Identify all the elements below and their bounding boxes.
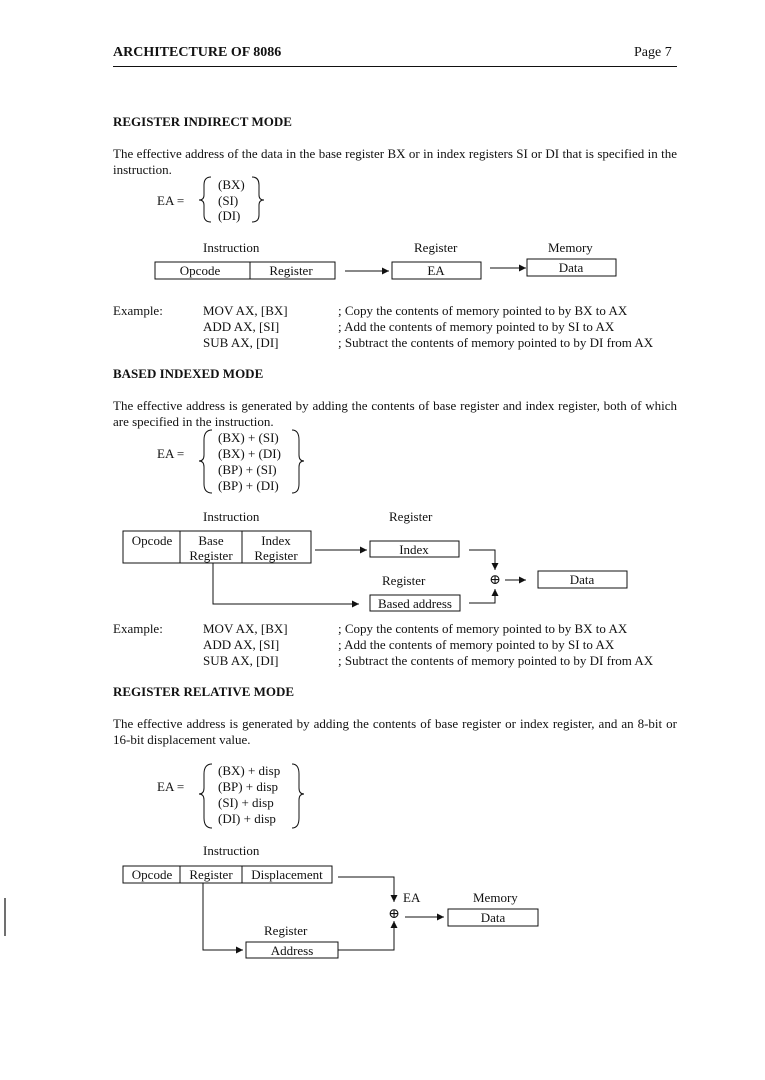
section-heading-register-relative: REGISTER RELATIVE MODE: [113, 684, 295, 699]
example-comment: ; Subtract the contents of memory pointed to by DI from AX: [338, 335, 654, 350]
data-box: [448, 909, 538, 926]
ea-brace-left: [199, 177, 211, 222]
diagram-label-ea: EA: [403, 890, 421, 905]
svg-text:Address: Address: [270, 943, 314, 958]
diagram-label-memory: Memory: [473, 890, 518, 905]
example-code: MOV AX, [BX]: [203, 303, 288, 318]
index-box: [370, 541, 459, 557]
diagram-label-memory: Memory: [548, 240, 593, 255]
arrow: [203, 883, 243, 950]
ea-option: (BX) + (SI): [218, 430, 279, 445]
section-heading-register-indirect: REGISTER INDIRECT MODE: [113, 114, 292, 129]
instruction-box: [123, 531, 311, 563]
displacement-field: Displacement: [251, 867, 323, 882]
register-field: Register: [189, 867, 233, 882]
svg-text:Based address: Based address: [377, 596, 453, 611]
diagram-label-register: Register: [264, 923, 308, 938]
plus-operator: ⊕: [388, 907, 400, 922]
ea-option: (BP) + (SI): [218, 462, 277, 477]
ea-option: (BP) + disp: [218, 779, 279, 794]
example-comment: ; Add the contents of memory pointed to by SI to AX: [338, 637, 615, 652]
base-register-field: Base: [198, 533, 224, 548]
instruction-box: [123, 866, 332, 883]
example-comment: ; Add the contents of memory pointed to by SI to AX: [338, 319, 615, 334]
example-code: SUB AX, [DI]: [203, 653, 279, 668]
ea-label: EA =: [157, 446, 185, 461]
svg-text:Data: Data: [558, 260, 584, 275]
address-box: [246, 942, 338, 958]
arrow: [338, 877, 394, 902]
ea-option: (BX) + (DI): [218, 446, 281, 461]
example-comment: ; Copy the contents of memory pointed to by BX to AX: [338, 621, 628, 636]
ea-label: EA =: [157, 193, 185, 208]
ea-option: (DI): [218, 208, 241, 223]
ea-brace-left: [199, 430, 212, 493]
svg-text:Data: Data: [569, 572, 595, 587]
page-number: Page 7: [634, 45, 672, 60]
ea-brace-right: [292, 764, 304, 828]
diagram-label-instruction: Instruction: [203, 240, 260, 255]
arrow: [338, 921, 394, 950]
example-code: ADD AX, [SI]: [203, 637, 280, 652]
ea-option: (BX) + disp: [218, 763, 281, 778]
example-label: Example:: [113, 303, 163, 318]
ea-option: (BP) + (DI): [218, 478, 279, 493]
plus-operator: ⊕: [489, 573, 501, 588]
opcode-field: Opcode: [179, 263, 221, 278]
example-comment: ; Subtract the contents of memory pointed to by DI from AX: [338, 653, 654, 668]
diagram-label-register: Register: [414, 240, 458, 255]
svg-text:Register: Register: [189, 548, 233, 563]
data-box: [527, 259, 616, 276]
ea-option: (DI) + disp: [218, 811, 276, 826]
ea-label: EA =: [157, 779, 185, 794]
ea-brace-left: [199, 764, 212, 828]
instruction-box: [155, 262, 335, 279]
example-code: SUB AX, [DI]: [203, 335, 279, 350]
section-paragraph: The effective address is generated by adding the contents of base register or index register, and an 8-bit or 16-bit displacement value.: [113, 716, 677, 747]
ea-brace-right: [292, 430, 304, 493]
example-code: ADD AX, [SI]: [203, 319, 280, 334]
arrow: [213, 563, 359, 604]
section-heading-based-indexed: BASED INDEXED MODE: [113, 366, 264, 381]
example-code: MOV AX, [BX]: [203, 621, 288, 636]
index-register-field: Index: [261, 533, 291, 548]
opcode-field: Opcode: [131, 533, 173, 548]
arrow: [469, 550, 495, 570]
example-comment: ; Copy the contents of memory pointed to by BX to AX: [338, 303, 628, 318]
diagram-label-instruction: Instruction: [203, 843, 260, 858]
ea-option: (BX): [218, 177, 245, 192]
svg-text:Index: Index: [399, 542, 429, 557]
register-field: Register: [269, 263, 313, 278]
ea-option: (SI) + disp: [218, 795, 274, 810]
section-paragraph: The effective address of the data in the base register BX or in index registers SI or DI that is specified in the instruction.: [113, 146, 677, 177]
ea-option: (SI): [218, 193, 239, 208]
based-address-box: [370, 595, 460, 611]
diagram-label-instruction: Instruction: [203, 509, 260, 524]
ea-box: [392, 262, 481, 279]
arrow: [469, 589, 495, 603]
example-label: Example:: [113, 621, 163, 636]
data-box: [538, 571, 627, 588]
ea-brace-right: [252, 177, 264, 222]
section-paragraph: The effective address is generated by adding the contents of base register and index register, both of which are specified in the instruction.: [113, 398, 677, 429]
diagram-label-register: Register: [389, 509, 433, 524]
svg-text:Data: Data: [480, 910, 506, 925]
opcode-field: Opcode: [131, 867, 173, 882]
diagram-label-register: Register: [382, 573, 426, 588]
svg-text:EA: EA: [427, 263, 445, 278]
svg-text:Register: Register: [254, 548, 298, 563]
page-header-title: ARCHITECTURE OF 8086: [113, 45, 282, 60]
